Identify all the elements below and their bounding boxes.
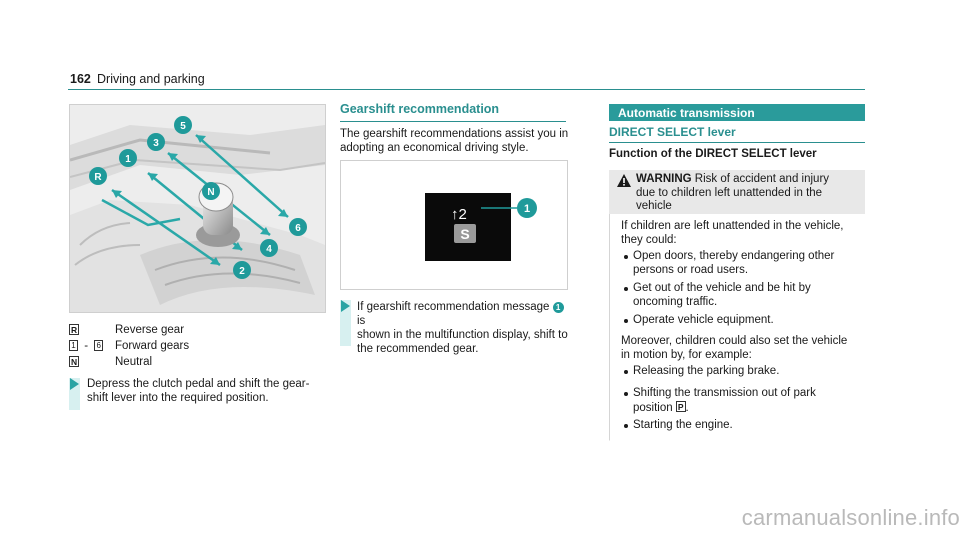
figure-label-2: 2	[239, 266, 245, 277]
header-divider	[68, 89, 865, 90]
park-key: P	[677, 401, 684, 412]
section-title: Driving and parking	[97, 72, 205, 86]
figure-label-6: 6	[295, 223, 301, 234]
legend-desc-reverse: Reverse gear	[115, 324, 185, 336]
function-heading: Function of the DIRECT SELECT lever	[609, 148, 817, 160]
section-heading-gearshift: Gearshift recommendation	[340, 102, 500, 116]
figure-label-5: 5	[180, 121, 186, 132]
watermark[interactable]: carmanualsonline.info	[741, 505, 960, 530]
gearshift-pattern-figure	[69, 104, 326, 313]
display-gear-text: ↑2	[451, 206, 467, 223]
warning-paragraph-2: Moreover, children could also set the vehicle in motion by, for example:	[621, 335, 848, 361]
display-illustration	[341, 161, 567, 289]
warning-box-body	[609, 214, 866, 441]
page-number: 162	[70, 72, 91, 86]
warning-bullet-6: Starting the engine.	[633, 419, 861, 433]
step-arrow-icon	[70, 378, 79, 390]
legend-row-reverse	[69, 324, 185, 337]
legend-row-neutral	[69, 356, 153, 369]
legend-separator: -	[84, 340, 89, 352]
heading-divider	[340, 121, 566, 122]
legend-key-1: 1	[69, 340, 78, 351]
legend-key-6: 6	[94, 340, 103, 351]
warning-bullet-3: Operate vehicle equipment.	[633, 314, 861, 328]
legend-row-forward	[69, 340, 190, 352]
step-instruction-clutch: Depress the clutch pedal and shift the gear- shift lever into the required position.	[87, 378, 310, 404]
section-band-title: Automatic transmission	[618, 106, 755, 120]
figure-label-r: R	[94, 172, 102, 183]
warning-box-header	[609, 170, 865, 214]
figure-label-1: 1	[125, 154, 131, 165]
legend-key-n: N	[71, 357, 78, 367]
subsection-divider	[609, 142, 865, 143]
callout-1-icon: 1	[553, 302, 564, 313]
legend-key-r: R	[71, 325, 78, 335]
subsection-heading: DIRECT SELECT lever	[609, 125, 736, 139]
figure-label-4: 4	[266, 244, 272, 255]
figure-label-n: N	[207, 187, 215, 198]
display-mode-text: S	[460, 226, 470, 242]
figure-label-3: 3	[153, 138, 159, 149]
display-callout-1: 1	[523, 203, 531, 215]
warning-bullet-5: Shifting the transmission out of park position P .	[633, 387, 861, 415]
warning-bullet-4: Releasing the parking brake.	[633, 365, 861, 379]
step-arrow-icon-2	[341, 300, 350, 312]
warning-text: WARNING Risk of accident and injury due to children left unattended in the vehicle	[636, 173, 830, 212]
warning-bullet-1: Open doors, thereby endangering other persons or road users.	[633, 250, 861, 277]
legend-desc-neutral: Neutral	[115, 356, 153, 368]
warning-icon	[617, 174, 631, 187]
legend-desc-forward: Forward gears	[115, 340, 190, 352]
gearshift-intro: The gearshift recommendations assist you in adopting an economical driving style.	[340, 128, 569, 154]
warning-bullet-2: Get out of the vehicle and be hit by oncoming traffic.	[633, 282, 861, 309]
multifunction-display-figure	[340, 160, 568, 290]
step-instruction-gearshift: If gearshift recommendation message 1 is shown in the multifunction display, shift to the recommended gear.	[357, 301, 568, 355]
gearshift-pattern-illustration	[70, 105, 325, 312]
warning-paragraph-1: If children are left unattended in the vehicle, they could:	[621, 220, 844, 246]
